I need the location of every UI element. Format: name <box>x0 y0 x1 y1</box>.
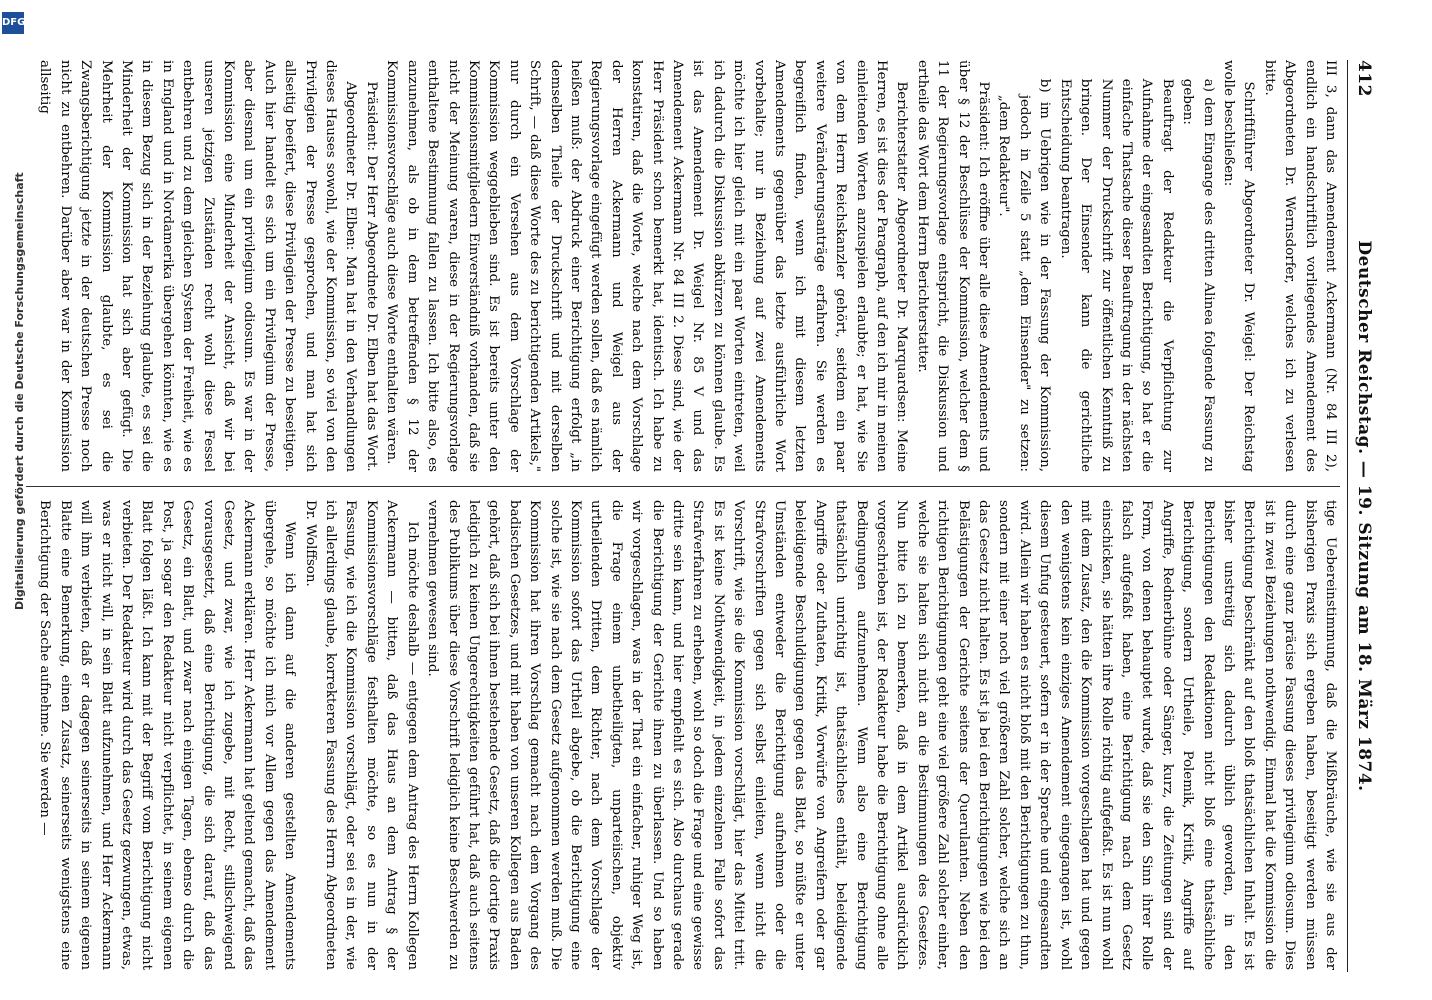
page-title: Deutscher Reichstag. — 19. Sitzung am 18. März 1874. <box>1354 240 1374 792</box>
paragraph: Schriftführer Abgeordneter Dr. Weigel: Der Reichstag wolle beschließen: <box>1220 60 1257 472</box>
text-column-right <box>26 500 1340 970</box>
paragraph: Berichterstatter Abgeordneter Dr. Marquardsen: Meine Herren, es ist dies der Paragraph, auf den ich mir in meinen einleitenden Worten anzuspielen erlaubte; er hat, wie Sie von dem Herrn Reichskanzler gehört, seitdem ein paar weitere Veränderungsanträge erfahren. Sie werden es begreiflich finden, wenn ich mit diesem letzten Amendements gegenüber das letzte ausführliche Wort vorbehalte; nur in Beziehung auf zwei Amendements möchte ich hier gleich mit ein paar Worten eintreten, weil ich dadurch die Diskussion abkürzen zu können glaube. Es ist das Amendement Dr. Weigel Nr. 85 V und das Amendement Ackermann Nr. 84 III 2. Diese sind, wie der Herr Präsident schon bemerkt hat, identisch. Ich habe zu konstatiren, daß die Worte, welche nach dem Vorschlage der Herren Ackermann und Weigel aus der Regierungsvorlage eingefügt werden sollen, daß es nämlich heißen muß: der Abdruck einer Berichtigung erfolgt „in demselben Theile der Druckschrift und mit derselben Schrift, — daß diese Worte des zu berichtigenden Artikels," nur durch ein Versehen aus dem Vorschlage der Kommission weggeblieben sind. Es ist bereits unter den Kommissionsmitgliedern Einverständniß vorhanden, daß sie nicht der Meinung waren, diese in der Regierungsvorlage enthaltene Bestimmung fallen zu lassen. Ich bitte also, es anzunehmen, als ob in dem betreffenden § 12 der Kommissionsvorschläge auch diese Worte enthalten wären. <box>384 60 910 472</box>
paragraph: Abgeordneter Dr. Elben: Man hat in den Verhandlungen dieses Hauses sowohl, wie der Kommission, so viel von den Privilegien der Presse gesprochen, und man hat sich allseitig beeifert, diese Privilegien der Presse zu beseitigen. Auch hier handelt es sich um ein Privilegium der Presse, aber diesmal um ein privilegium odiosum. Es war in der Kommission eine Minderheit der Ansicht, daß wir bei unseren jetzigen Zuständen recht wohl diese Fessel entbehren und zu dem gleichen System der Freiheit, wie es in England und in Nordamerika übergehen könnten, wie es in diesem Bezug sich in der Beziehung glaubte, es sei die Minderheit der Kommission hat sich aber gefügt. Die Mehrheit der Kommission glaubte, es sei die Zwangsberichtigung jetzte in der deutschen Presse noch nicht zu entbehren. Darüber aber war in der Kommission allseitig <box>37 60 359 472</box>
dfg-logo: DFG <box>2 12 24 34</box>
page-header <box>1348 60 1374 972</box>
paragraph: Wenn ich dann auf die anderen gestellten Amendements übergehe, so möchte ich mich vor Allem gegen das Amendement Ackermann erklären. Herr Ackermann hat geltend gemacht, daß das Gesetz, und zwar, wie ich zugebe, mit Recht, stillschweigend vorausgesetzt, daß eine Berichtigung, die sich darauf, daß das Gesetz, ein Blatt, und zwar nach einigen Tagen, ebenso durch die Post, ja sogar den Redakteur nicht verpflichtet, in seinem eigenen Blatt folgen läßt. Ich kann mit der Begriff vom Berichtigung nicht verbieten. Der Redakteur wird durch das Gesetz gezwungen, etwas, was er nicht will, in sein Blatt aufzunehmen, und Herr Ackermann will ihm verbieten, daß er dagegen seinerseits in seinem eigenen Blatte eine Bemerkung, einen Zusatz, seinerseits wenigstens eine Berichtigung der Sache aufnehme. Sie werden — <box>37 500 298 970</box>
funding-footer <box>0 0 26 1000</box>
text-column-left <box>26 60 1340 472</box>
header-rule <box>1347 60 1348 972</box>
paragraph: Präsident: Ich eröffne über alle diese Amendements und über § 12 der Beschlüsse der Kommission, welcher dem § 11 der Regierungsvorlage entspricht, die Diskussion und ertheile das Wort dem Herrn Berichterstatter. <box>914 60 992 472</box>
funding-note: Digitalisierung gefördert durch die Deutsche Forschungsgemeinschaft <box>13 172 26 610</box>
paragraph: a) dem Eingange des dritten Alinea folgende Fassung zu geben: <box>1180 78 1216 472</box>
paragraph: III 3, dann das Amendement Ackermann (Nr. 84 III 2), endlich ein handschriftlich vorliegendes Amendement des Abgeordneten Dr. Wernsdorfer, welches ich zu verlesen bitte. <box>1261 60 1338 472</box>
paragraph: tige Uebereinstimmung, daß die Mißbräuche, wie sie aus der bisherigen Praxis sich ergeben haben, beseitigt werden müssen durch eine ganz präcise Fassung dieses privilegium odiosum. Dies ist in zwei Beziehungen nothwendig. Einmal hat die Kommission die Berichtigung beschränkt auf den bloß thatsächlichen Inhalt. Es ist bisher unstreitig sich dadurch üblich geworden, in den Berichtigungen den Redaktionen nicht bloß eine thatsächliche Berichtigung, sondern Urtheile, Polemik, Kritik, Angriffe auf Angriffe, Rednerbühne oder Sänger, kurz, die Zeitungen sind der Form, von denen behauptet wurde, daß sie den Sinn ihrer Rolle falsch aufgefaßt haben, eine Berichtigung nach dem Gesetz einschicken, sie hätten ihre Rolle richtig aufgefaßt. Es ist nun wohl mit dem Zusatz, den die Kommission vorgeschlagen hat und gegen den wenigstens kein einziges Amendement eingegangen ist, wohl diesem Unfug gesteuert, sofern er in der Sprache und eingesandten wird. Allein wir haben es nicht bloß mit den Berichtigungen zu thun, sondern mit einer noch viel größeren Zahl solcher, welche sich an das Gesetz nicht halten. Es ist ja bei den Berichtigungen wie bei den Belästigungen der Gerichte seitens der Querulanten. Neben den richtigen Berichtigungen geht eine viel größere Zahl solcher einher, welche sie halten sich nicht an die Bestimmungen des Gesetzes. Nun bitte ich zu bemerken, daß in dem Artikel ausdrücklich vorgeschrieben ist, der Redakteur habe die Berichtigung ohne alle Bedingungen aufzunehmen. Wenn also eine Berichtigung thatsächlich unrichtig ist, thatsächliches enthält, beleidigende Angriffe oder Zuthaten, Kritik, Vorwürfe von Angreifern oder gar beleidigende Beschuldigungen gegen das Blatt, so müßte er unter Umständen entweder die Berichtigung aufnehmen oder die Strafvorschriften gegen sich selbst einleiten, wenn nicht die Vorschrift, wie sie die Kommission vorschlägt, hier das Mittel tritt. Es ist keine Nothwendigkeit, in jedem einzelnen Falle sofort das Strafverfahren zu erheben, wohl so doch die Frage und eine gewisse dritte sein kann, und hier empfiehlt es sich. Also durchaus gerade die Berichtigung der Gerichte ihnen zu überlassen. Und so haben wir vorgeschlagen, was in der That ein einfacher, ruhiger Weg ist, die Frage einem unbetheiligten, unparteiischen, objektiv urtheilenden Dritten, dem Richter, nach dem Vorschlage der Kommission sofort das Urtheil abgebe, ob die Berichtigung eine solche ist, wie sie nach dem Gesetz aufgenommen werden muß. Die Kommission hat ihren Vorschlag gemacht nach dem Vorgang des badischen Gesetzes, und mit haben von unseren Kollegen aus Baden gehört, daß sich bei ihnen bestehende Gesetz, daß die dortige Praxis lediglich zu keinen Ungerechtigkeiten geführt hat, daß auch seitens des Publikums über diese Vorschrift lediglich keine Beschwerden zu vernehmen gewesen sind. <box>425 500 1338 970</box>
page-number: 412 <box>1354 60 1374 97</box>
column-divider <box>26 486 1340 487</box>
paragraph: Präsident: Der Herr Abgeordnete Dr. Elben hat das Wort. <box>363 81 379 472</box>
paragraph: b) im Uebrigen wie in der Fassung der Kommission, jedoch in Zeile 5 statt „dem Einsender" zu setzen: „dem Redakteur". <box>996 78 1053 472</box>
paragraph: Beauftragt der Redakteur die Verpflichtung zur Aufnahme der eingesandten Berichtigung, so hat er die einfache Thatsache dieser Beauftragung in der nächsten Nummer der Druckschrift zur öffentlichen Kenntniß zu bringen. Der Einsender kann die gerichtliche Entscheidung beantragen. <box>1057 78 1175 472</box>
paragraph: Ich möchte deshalb — entgegen dem Antrag des Herrn Kollegen Ackermann — bitten, daß das Haus an dem Antrag § der Kommissionsvorschläge festhalten möchte, so es nun in der Fassung, wie ich die Kommission vorschlägt, oder sei es in der, wie ich allerdings glaube, korrekteren Fassung des Herrn Abgeordneten Dr. Wolffson. <box>302 500 420 970</box>
